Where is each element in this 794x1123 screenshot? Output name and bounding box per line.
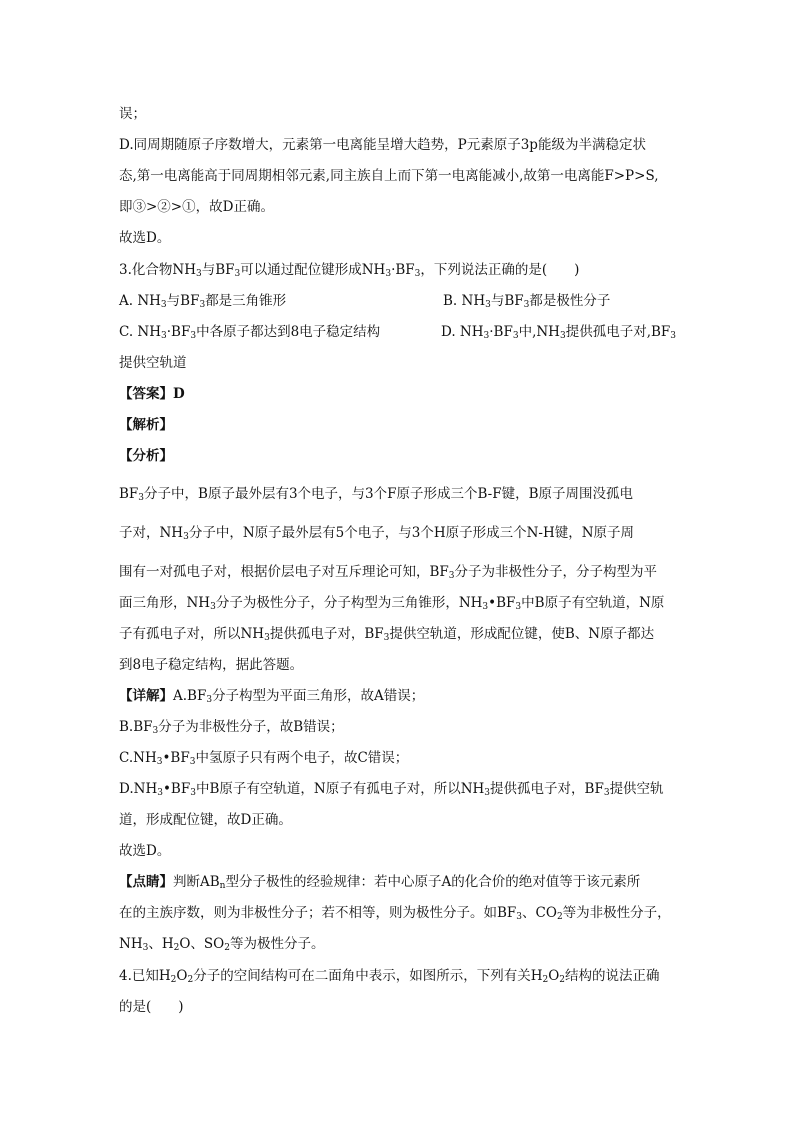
analysis-heading: 【解析】 bbox=[119, 417, 173, 433]
detail-line: 道，形成配位键，故D正确。 bbox=[119, 812, 292, 828]
detail-line: 【详解】$A.BF_3$分子构型为平面三角形，故A错误； bbox=[119, 688, 425, 705]
detail-line: 故选D。 bbox=[119, 843, 171, 859]
key-point-line: $NH_3$、$H_2O$、$SO_2$等为极性分子。 bbox=[119, 936, 325, 953]
analysis-line: $BF_3$分子中，B原子最外层有3个电子，与3个F原子形成三个B-F键，B原子周围没孤电 bbox=[119, 486, 634, 503]
text-line: 态,第一电离能高于同周期相邻元素,同主族自上而下第一电离能减小,故第一电离能F>P>S, bbox=[119, 168, 659, 184]
analysis-line: 到8电子稳定结构，据此答题。 bbox=[119, 657, 304, 673]
text-line: 误； bbox=[119, 106, 146, 122]
text-line: 即③>②>①，故D正确。 bbox=[119, 199, 274, 215]
option-b: B. $NH_3$与$BF_3$都是极性分子 bbox=[443, 293, 611, 310]
option-a: A. $NH_3$与$BF_3$都是三角锥形 bbox=[119, 293, 287, 310]
text-line: D.同周期随原子序数增大，元素第一电离能呈增大趋势，P元素原子3p能级为半满稳定状 bbox=[119, 137, 646, 153]
detail-line: $C.NH_3•BF_3$中氢原子只有两个电子，故C错误； bbox=[119, 750, 409, 767]
question-4-continued: 的是( ) bbox=[119, 999, 184, 1015]
detail-line: $D.NH_3•BF_3$中B原子有空轨道，N原子有孤电子对，所以$NH_3$提供孤电子对，$BF_3$提供空轨 bbox=[119, 781, 664, 798]
option-d-continued: 提供空轨道 bbox=[119, 355, 187, 371]
analysis-line: 子对，$NH_3$分子中，N原子最外层有5个电子，与3个H原子形成三个N-H键，N原子周 bbox=[119, 525, 635, 542]
option-d: D. $NH_3\cdot BF_3$中$,NH_3$提供孤电子对$,BF_3$ bbox=[441, 324, 677, 341]
question-3: 3.化合物$NH_3$与$BF_3$可以通过配位键形成$NH_3\cdot BF_3$，下列说法正确的是( ) bbox=[119, 262, 580, 279]
key-point-line: 【点睛】判断$AB_n$型分子极性的经验规律：若中心原子A的化合价的绝对值等于该元素所 bbox=[119, 874, 641, 891]
analysis-line: 子有孤电子对，所以$NH_3$提供孤电子对，$BF_3$提供空轨道，形成配位键，使B、N原子都达 bbox=[119, 626, 655, 643]
fenxi-heading: 【分析】 bbox=[119, 448, 173, 464]
option-c: C. $NH_3\cdot BF_3$中各原子都达到8电子稳定结构 bbox=[119, 324, 381, 341]
analysis-line: 面三角形，$NH_3$分子为极性分子，分子构型为三角锥形，$NH_3•BF_3$中B原子有空轨道，N原 bbox=[119, 595, 665, 612]
detail-line: $B.BF_3$分子为非极性分子，故B错误； bbox=[119, 719, 344, 736]
question-4: 4.已知$H_2O_2$分子的空间结构可在二面角中表示，如图所示，下列有关$H_2O_2$结构的说法正确 bbox=[119, 968, 660, 985]
key-point-line: 在的主族序数，则为非极性分子；若不相等，则为极性分子。如$BF_3$、$CO_2$等为非极性分子， bbox=[119, 905, 671, 922]
analysis-line: 围有一对孤电子对，根据价层电子对互斥理论可知，$BF_3$分子为非极性分子，分子构型为平 bbox=[119, 564, 658, 581]
text-line: 故选D。 bbox=[119, 230, 171, 246]
answer-label: 【答案】D bbox=[119, 386, 185, 402]
